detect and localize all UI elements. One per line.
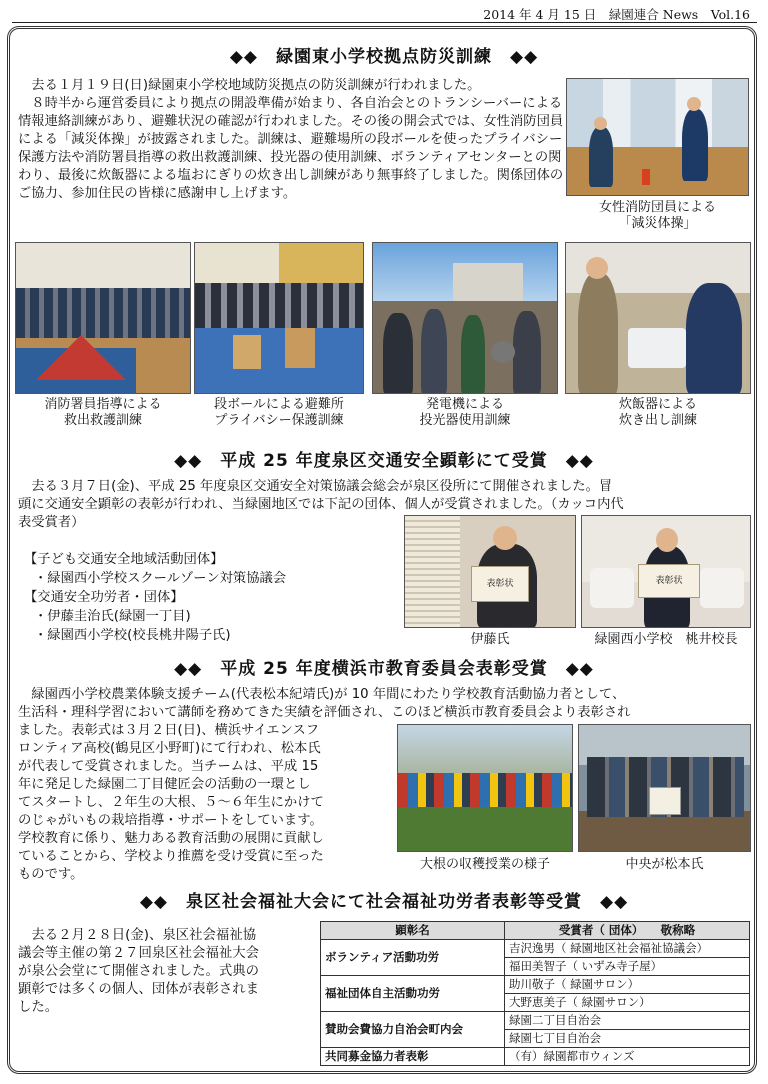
cardboard-box xyxy=(285,328,315,368)
section1-paragraph: ８時半から運営委員により拠点の開設準備が始まり、各自治会とのトランシーバーによる情報連絡訓練があり、避難状況の確認が行われました。その後の開会式では、女性消防団員による「減災体操」が披露されました。訓練は、避難場所の段ボールを使ったプライバシー保護方法や消防署員指導の救出救護訓練、投光器の使用訓練、ボランティアセンターとの関わり、最後に炊飯器による塩おにぎりの炊き出し訓練があり無事終了しました。関係団体のご協力、参加住民の皆様に感謝申し上げます。 xyxy=(18,96,564,201)
section4-body: 去る２月２８日(金)、泉区社会福祉協 議会等主催の第２７回泉区社会福祉大会 が泉公会堂にて開催されました。式典の 顕彰では多くの個人、団体が表彰されま した。 xyxy=(18,928,260,1015)
section3-title: ◆◆ 平成 25 年度横浜市教育委員会表彰受賞 ◆◆ xyxy=(174,659,594,679)
photo-caption: 段ボールによる避難所 プライバシー保護訓練 xyxy=(214,397,344,428)
sofa-shape xyxy=(590,568,634,608)
table-row xyxy=(321,976,750,994)
newsletter-header: 2014 年 4 月 15 日 緑園連合 News Vol.16 xyxy=(483,7,750,22)
children-group xyxy=(398,773,572,809)
section2-award-list xyxy=(24,550,286,645)
award-category: 共同募金協力者表彰 xyxy=(321,1048,505,1066)
list-item: ・緑園西小学校(校長桃井陽子氏) xyxy=(34,628,231,643)
award-recipient: 吉沢逸男（ 緑園地区社会福祉協議会） xyxy=(505,940,750,958)
rice-cooker-shape xyxy=(628,328,686,368)
photo-caption: 炊飯器による 炊き出し訓練 xyxy=(618,397,697,428)
photo-caption: 中央が松本氏 xyxy=(625,857,704,872)
photo-disaster-dance xyxy=(566,78,749,196)
certificate: 表彰状 xyxy=(638,564,700,598)
section4-title: ◆◆ 泉区社会福祉大会にて社会福祉功労者表彰等受賞 ◆◆ xyxy=(139,892,629,912)
section1-paragraph: 去る１月１９日(日)緑園東小学校地域防災拠点の防災訓練が行われました。 xyxy=(31,78,481,93)
column-header: 顕彰名 xyxy=(321,922,505,940)
table-row xyxy=(321,1048,750,1066)
award-recipient: 助川敬子（ 緑園サロン） xyxy=(505,976,750,994)
table-row xyxy=(321,940,750,958)
award-category: 賛助会費協力自治会町内会 xyxy=(321,1012,505,1048)
list-item: 【交通安全功労者・団体】 xyxy=(24,590,184,605)
award-category: 福祉団体自主活動功労 xyxy=(321,976,505,1012)
award-recipient: 大野恵美子（ 緑園サロン） xyxy=(505,994,750,1012)
stretcher-shape xyxy=(36,335,126,380)
award-category: ボランティア活動功労 xyxy=(321,940,505,976)
photo-caption: 消防署員指導による 救出救護訓練 xyxy=(44,397,162,428)
section2-lead: 去る３月７日(金)、平成 25 年度泉区交通安全対策協議会総会が泉区役所にて開催されました。冒 頭に交通安全顕彰の表彰が行われ、当緑園地区では下記の団体、個人が受賞されました。（カッコ内代 表受賞者） xyxy=(18,479,624,530)
photo-matsumoto xyxy=(578,724,751,852)
column-header: 受賞者（ 団体） 敬称略 xyxy=(505,922,750,940)
table-header-row xyxy=(321,922,750,940)
window-blind xyxy=(405,516,460,628)
section3-lead: 緑園西小学校農業体験支援チーム(代表松本紀靖氏)が 10 年間にわたり学校教育活動協力者として、 生活科・理科学習において講師を務めてきた実績を評価され、このほど横浜市教育委員会より表彰され ました。表彰式は３月２日(日)、横浜サイエンスフ xyxy=(18,687,631,738)
list-item: ・緑園西小学校スクールゾーン対策協議会 xyxy=(34,571,287,586)
photo-caption: 発電機による 投光器使用訓練 xyxy=(419,397,511,428)
sofa-shape xyxy=(700,568,744,608)
section2-title: ◆◆ 平成 25 年度泉区交通安全顕彰にて受賞 ◆◆ xyxy=(174,451,594,471)
photo-caption: 緑園西小学校 桃井校長 xyxy=(594,632,738,647)
award-recipient: 緑園二丁目自治会 xyxy=(505,1012,750,1030)
section1-body xyxy=(18,77,566,203)
table-row xyxy=(321,1012,750,1030)
person-figure xyxy=(589,127,613,187)
header-rule xyxy=(12,22,757,23)
award-recipient: 福田美智子（ いずみ寺子屋） xyxy=(505,958,750,976)
photo-floodlight-training xyxy=(372,242,558,394)
cone-shape xyxy=(642,169,650,185)
certificate xyxy=(649,787,681,815)
award-recipient: （有）緑園都市ウィンズ xyxy=(505,1048,750,1066)
generator-shape xyxy=(491,341,515,363)
main-photo-caption: 女性消防団員による 「減災体操」 xyxy=(598,200,716,231)
list-item: ・伊藤圭治氏(緑園一丁目) xyxy=(34,609,191,624)
photo-radish-harvest xyxy=(397,724,573,852)
photo-cardboard-shelter xyxy=(194,242,364,394)
photo-ito xyxy=(404,515,576,628)
award-recipient: 緑園七丁目自治会 xyxy=(505,1030,750,1048)
cardboard-box xyxy=(233,335,261,369)
photo-rescue-training xyxy=(15,242,191,394)
photo-momoi xyxy=(581,515,751,628)
photo-caption: 伊藤氏 xyxy=(470,632,510,647)
section1-title: ◆◆ 緑園東小学校拠点防災訓練 ◆◆ xyxy=(229,47,539,67)
photo-rice-cooker-training xyxy=(565,242,751,394)
section3-body: ロンティア高校(鶴見区小野町)にて行われ、松本氏 が代表して受賞されました。当チームは、平成 15 年に発足した緑園二丁目健匠会の活動の一環とし てスタートし、２年生の大根、５～６年生にかけて のじゃがいもの栽培指導・サポートをしています。 学校教育に係り、魅力ある教育活動の展開に貢献し ていることから、学校より推薦を受け受賞に至った ものです。 xyxy=(18,741,324,882)
photo-caption: 大根の収穫授業の様子 xyxy=(419,857,550,872)
certificate: 表彰状 xyxy=(471,566,529,602)
awards-table xyxy=(320,921,750,1066)
list-item: 【子ども交通安全地域活動団体】 xyxy=(24,552,224,567)
dancer-figure xyxy=(682,109,708,181)
